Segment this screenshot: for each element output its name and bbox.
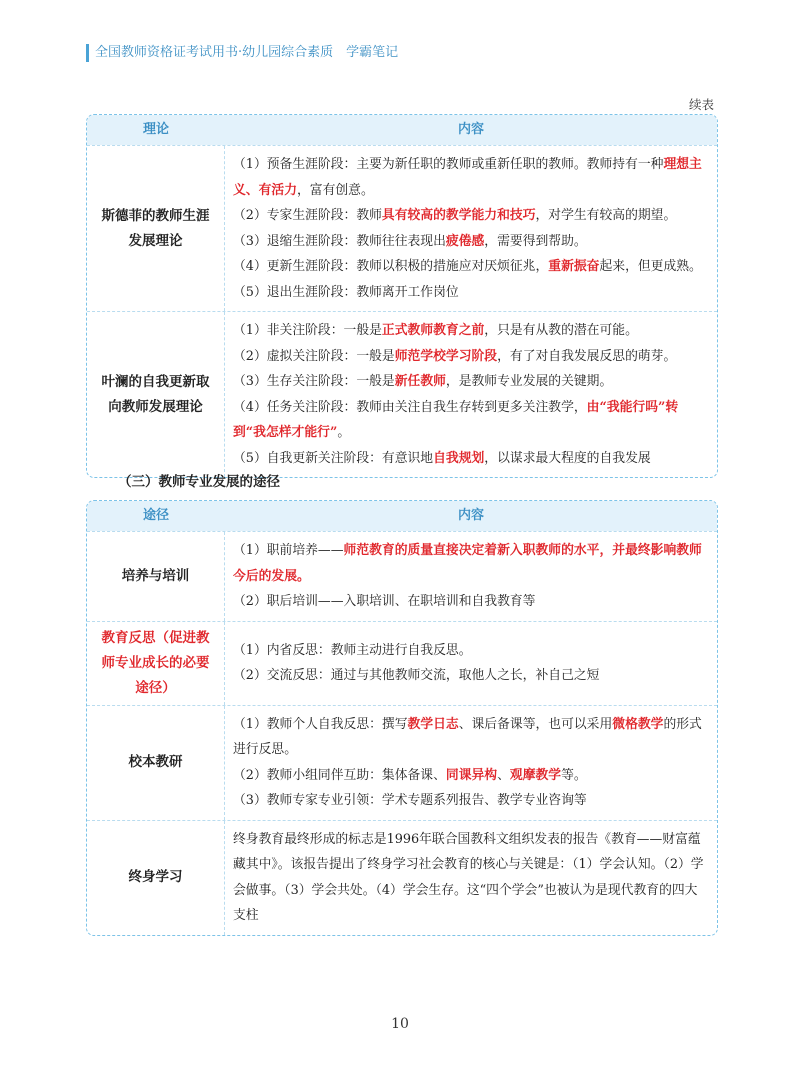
row-name: 终身学习: [87, 821, 225, 935]
list-item: （1）非关注阶段：一般是正式教师教育之前，只是有从教的潜在可能。: [233, 323, 638, 338]
list-item: （3）教师专家专业引领：学术专题系列报告、教学专业咨询等: [233, 793, 587, 808]
list-item: （2）虚拟关注阶段：一般是师范学校学习阶段，有了对自我发展反思的萌芽。: [233, 348, 677, 364]
list-item: （5）退出生涯阶段：教师离开工作岗位: [233, 284, 459, 300]
header-theory: 理论: [142, 122, 169, 137]
row-content: [225, 312, 717, 477]
table-header: [87, 115, 717, 145]
row-name: 校本教研: [87, 706, 225, 820]
row-content: [225, 146, 717, 311]
header-approach: 途径: [142, 508, 169, 523]
page-number: 10: [391, 1016, 409, 1032]
list-item: （1）预备生涯阶段：主要为新任职的教师或重新任职的教师。教师持有一种理想主义、有活力，富有创意。: [233, 157, 702, 198]
list-item: （2）交流反思：通过与其他教师交流，取他人之长，补自己之短: [233, 668, 600, 683]
approach-table: [86, 500, 718, 936]
row-content: [225, 532, 717, 621]
continued-label: 续表: [688, 97, 714, 112]
row-content: [225, 622, 717, 705]
running-header: 全国教师资格证考试用书·幼儿园综合素质 学霸笔记: [86, 44, 398, 62]
table-header: [87, 501, 717, 531]
table-row: [87, 621, 717, 705]
header-content: 内容: [457, 122, 484, 137]
table-row: [87, 705, 717, 820]
list-item: （1）职前培养——师范教育的质量直接决定着新入职教师的水平，并最终影响教师今后的发展。: [233, 543, 702, 584]
row-content: [225, 706, 717, 820]
row-name: 培养与培训: [87, 532, 225, 621]
row-name: 斯德菲的教师生涯发展理论: [87, 146, 225, 311]
list-item: （2）职后培训——入职培训、在职培训和自我教育等: [233, 594, 536, 609]
list-item: （1）内省反思：教师主动进行自我反思。: [233, 642, 472, 658]
table-row: [87, 531, 717, 621]
table-row: [87, 145, 717, 311]
list-item: （3）退缩生涯阶段：教师往往表现出疲倦感，需要得到帮助。: [233, 233, 587, 249]
row-name: 教育反思（促进教师专业成长的必要途径）: [87, 622, 225, 705]
table-row: [87, 311, 717, 477]
list-item: （4）任务关注阶段：教师由关注自我生存转到更多关注教学，由“我能行吗”转到“我怎样才能行”。: [233, 399, 679, 440]
table-row: [87, 820, 717, 935]
theory-table: [86, 114, 718, 478]
header-content: 内容: [457, 508, 484, 523]
row-content: [225, 821, 717, 935]
list-item: （3）生存关注阶段：一般是新任教师，是教师专业发展的关键期。: [233, 374, 613, 389]
list-item: （2）专家生涯阶段：教师具有较高的教学能力和技巧，对学生有较高的期望。: [233, 208, 677, 223]
section-title: （三）教师专业发展的途径: [118, 474, 280, 490]
list-item: （5）自我更新关注阶段：有意识地自我规划，以谋求最大程度的自我发展: [233, 450, 651, 466]
row-name: 叶澜的自我更新取向教师发展理论: [87, 312, 225, 477]
list-item: 终身教育最终形成的标志是1996年联合国教科文组织发表的报告《教育——财富蕴藏其中》。该报告提出了终身学习社会教育的核心与关键是：（1）学会认知。（2）学会做事。（3）学会共处。（4）学会生存。这“四个学会”也被认为是现代教育的四大支柱: [233, 831, 704, 923]
list-item: （1）教师个人自我反思：撰写教学日志、课后备课等，也可以采用微格教学的形式进行反思。: [233, 716, 702, 757]
list-item: （2）教师小组同伴互助：集体备课、同课异构、观摩教学等。: [233, 767, 587, 783]
list-item: （4）更新生涯阶段：教师以积极的措施应对厌烦征兆，重新振奋起来，但更成熟。: [233, 259, 702, 274]
